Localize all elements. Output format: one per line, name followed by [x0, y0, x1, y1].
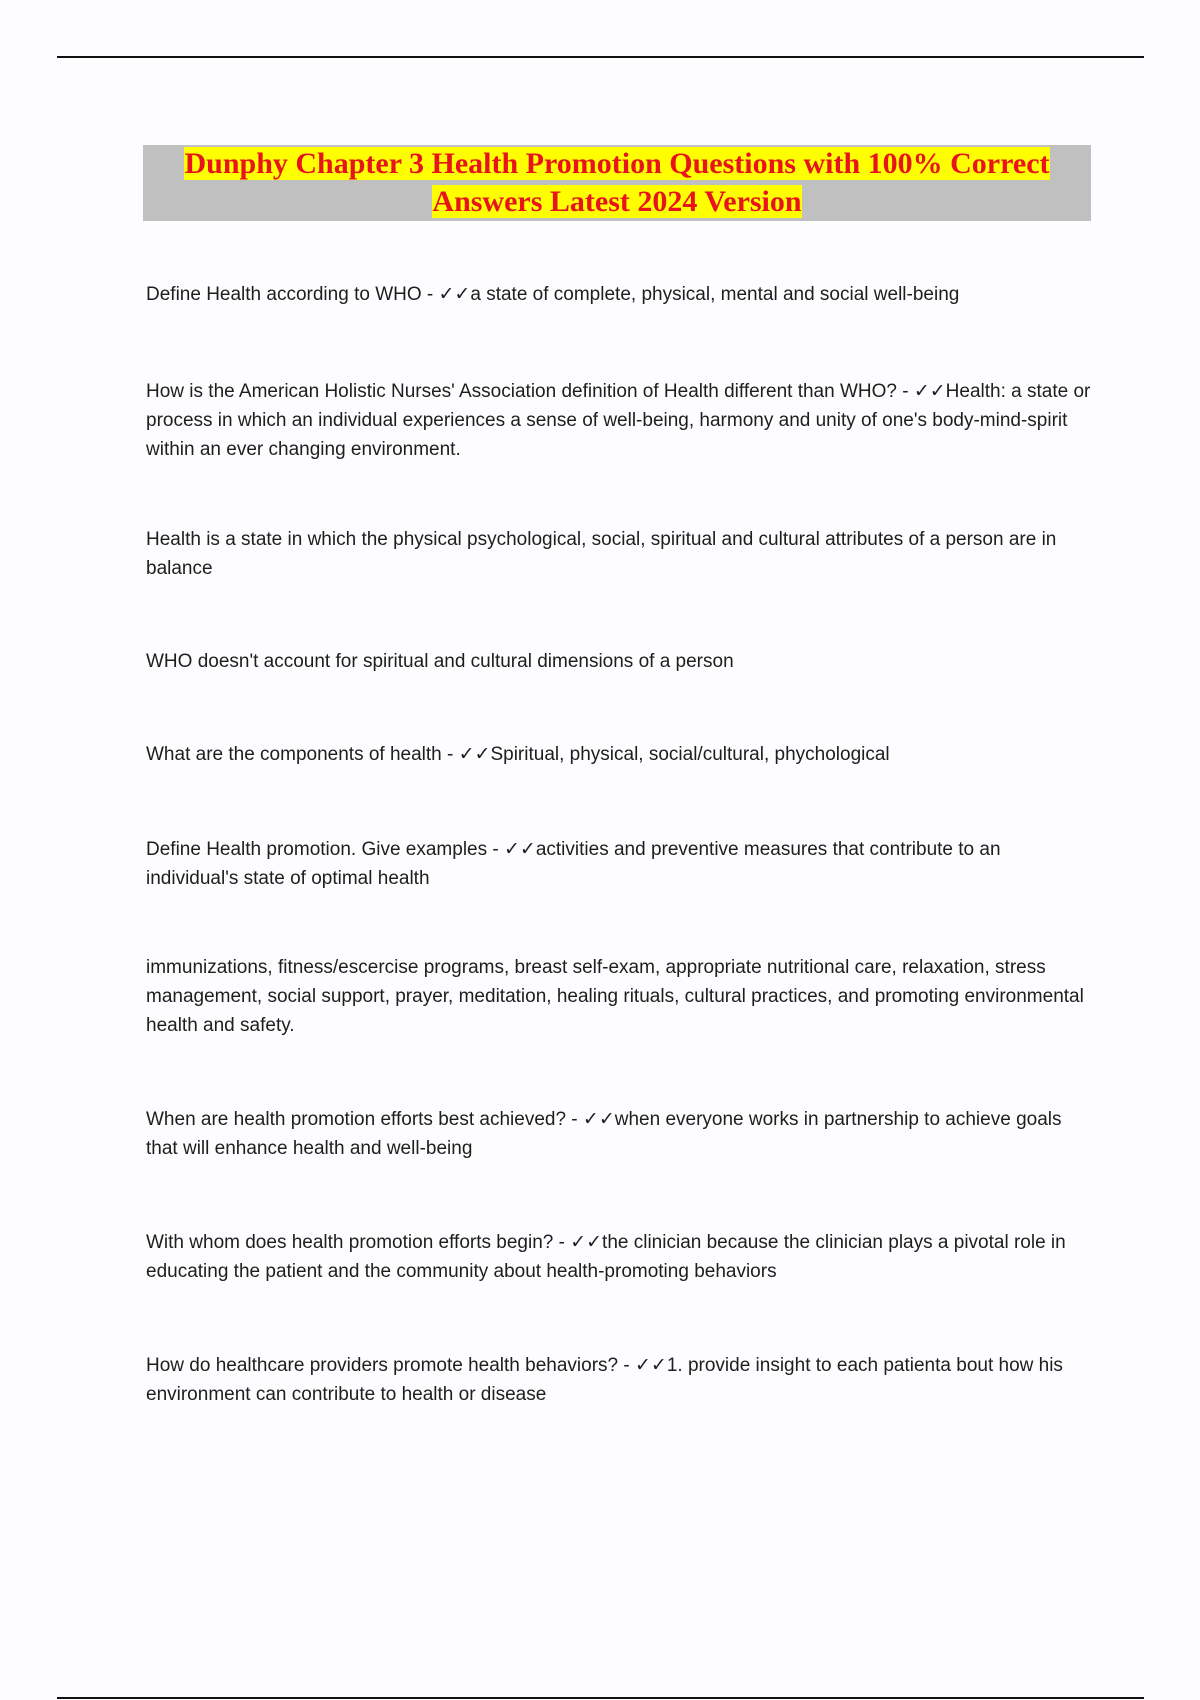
- document-title: [143, 145, 1091, 221]
- qa-paragraph: What are the components of health - ✓✓Spiritual, physical, social/cultural, phychological: [146, 744, 890, 765]
- qa-paragraph: Health is a state in which the physical psychological, social, spiritual and cultural attributes of a person are in balance: [146, 529, 1057, 579]
- qa-paragraph: When are health promotion efforts best achieved? - ✓✓when everyone works in partnership to achieve goals that will enhance health and well-being: [146, 1109, 1062, 1159]
- qa-paragraph: immunizations, fitness/escercise programs, breast self-exam, appropriate nutritional care, relaxation, stress management, social support, prayer, meditation, healing rituals, cultural practices, and promoting environmental health and safety.: [146, 957, 1084, 1036]
- top-rule: [57, 56, 1144, 58]
- qa-paragraph: How do healthcare providers promote health behaviors? - ✓✓1. provide insight to each patienta bout how his environment can contribute to health or disease: [146, 1355, 1063, 1405]
- qa-paragraph: How is the American Holistic Nurses' Association definition of Health different than WHO? - ✓✓Health: a state or process in which an individual experiences a sense of well-being, harmony and unity of one's body-mind-spirit within an ever changing environment.: [146, 381, 1091, 460]
- qa-paragraph: With whom does health promotion efforts begin? - ✓✓the clinician because the clinician plays a pivotal role in educating the patient and the community about health-promoting behaviors: [146, 1232, 1066, 1282]
- qa-paragraph: Define Health according to WHO - ✓✓a state of complete, physical, mental and social well-being: [146, 284, 960, 305]
- title-line-1: Dunphy Chapter 3 Health Promotion Questions with 100% Correct: [184, 147, 1050, 180]
- qa-paragraph: Define Health promotion. Give examples - ✓✓activities and preventive measures that contribute to an individual's state of optimal health: [146, 839, 1001, 889]
- title-line-2: Answers Latest 2024 Version: [432, 185, 802, 218]
- qa-paragraph: WHO doesn't account for spiritual and cultural dimensions of a person: [146, 651, 734, 672]
- bottom-rule: [57, 1697, 1144, 1699]
